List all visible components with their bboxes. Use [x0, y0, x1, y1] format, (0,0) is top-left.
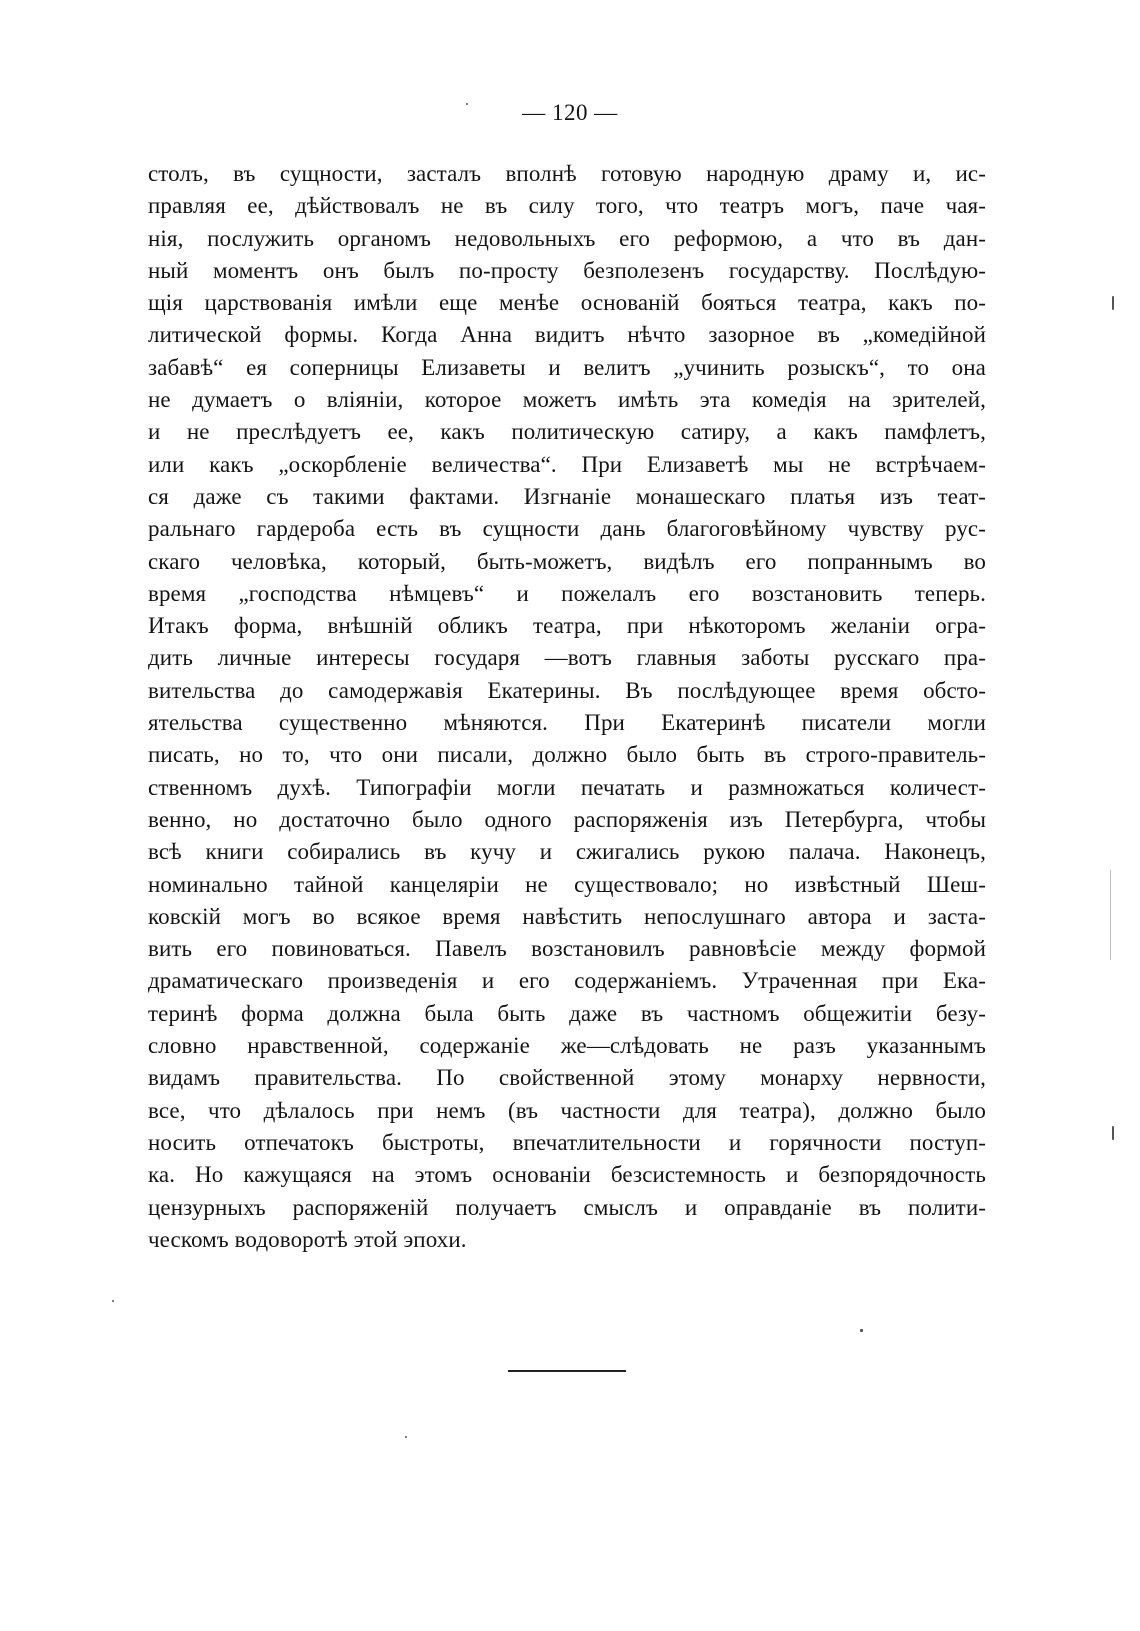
text-line: столъ, въ сущности, засталъ вполнѣ готовую народную драму и, ис-	[148, 161, 986, 186]
scan-speck	[1112, 296, 1114, 310]
text-line: и не преслѣдуетъ ее, какъ политическую сатиру, а какъ памфлетъ,	[148, 419, 986, 445]
text-line: ческомъ водоворотѣ этой эпохи.	[148, 1226, 467, 1252]
section-end-rule	[508, 1370, 626, 1372]
text-line: или какъ „оскорбленіе величества“. При Елизаветѣ мы не встрѣчаем-	[148, 451, 986, 477]
text-line: ственномъ духѣ. Типографіи могли печатать и размножаться количест-	[148, 774, 986, 800]
text-line: ральнаго гардероба есть въ сущности дань благоговѣйному чувству рус-	[148, 516, 986, 542]
text-line: скаго человѣка, который, быть-можетъ, видѣлъ его попраннымъ во	[148, 548, 986, 574]
text-line: вительства до самодержавія Екатерины. Въ послѣдующее время обсто-	[148, 677, 986, 703]
text-line: словно нравственной, содержаніе же—слѣдовать не разъ указаннымъ	[148, 1033, 986, 1059]
text-line: драматическаго произведенія и его содержаніемъ. Утраченная при Ека-	[148, 968, 986, 994]
text-line: цензурныхъ распоряженій получаетъ смыслъ и оправданіе въ полити-	[148, 1194, 986, 1220]
scan-speck	[1110, 870, 1111, 960]
text-line: литической формы. Когда Анна видитъ нѣчто зазорное въ „комедійной	[148, 322, 986, 348]
text-line: вить его повиноваться. Павелъ возстановилъ равновѣсіе между формой	[148, 936, 986, 962]
scan-speck	[405, 1436, 407, 1438]
text-line: писать, но то, что они писали, должно было быть въ строго-правитель-	[148, 742, 986, 768]
text-line: ка. Но кажущаяся на этомъ основаніи безсистемность и безпорядочность	[148, 1162, 986, 1188]
scan-speck	[1112, 1126, 1114, 1140]
text-line: правляя ее, дѣйствовалъ не въ силу того, что театръ могъ, паче чая-	[148, 193, 986, 219]
text-line: Итакъ форма, внѣшній обликъ театра, при нѣкоторомъ желаніи огра-	[148, 613, 986, 639]
text-line: номинально тайной канцеляріи не существовало; но извѣстный Шеш-	[148, 871, 986, 897]
text-line: нія, послужить органомъ недовольныхъ его реформою, а что въ дан-	[148, 225, 986, 251]
body-paragraph	[148, 158, 986, 1256]
text-line: время „господства нѣмцевъ“ и пожелалъ его возстановить теперь.	[148, 580, 986, 606]
scan-speck	[860, 1329, 863, 1332]
text-line: носить отпечатокъ быстроты, впечатлительности и горячности поступ-	[148, 1129, 986, 1155]
scan-speck	[112, 1300, 114, 1302]
text-line: видамъ правительства. По свойственной этому монарху нервности,	[148, 1065, 986, 1091]
text-line: не думаетъ о вліяніи, которое можетъ имѣть эта комедія на зрителей,	[148, 387, 986, 413]
text-line: теринѣ форма должна была быть даже въ частномъ общежитіи безу-	[148, 1000, 986, 1026]
text-line: все, что дѣлалось при немъ (въ частности для театра), должно было	[148, 1097, 986, 1123]
text-line: ся даже съ такими фактами. Изгнаніе монашескаго платья изъ теат-	[148, 483, 986, 509]
scan-speck	[466, 103, 468, 105]
text-line: ятельства существенно мѣняются. При Екатеринѣ писатели могли	[148, 710, 986, 736]
text-line: всѣ книги собирались въ кучу и сжигались рукою палача. Наконецъ,	[148, 839, 986, 865]
page-number: — 120 —	[522, 100, 618, 125]
text-line: щія царствованія имѣли еще менѣе основаній бояться театра, какъ по-	[148, 290, 986, 316]
text-line: ный моментъ онъ былъ по-просту безполезенъ государству. Послѣдую-	[148, 257, 986, 283]
text-line: венно, но достаточно было одного распоряженія изъ Петербурга, чтобы	[148, 806, 986, 832]
text-line: забавѣ“ ея соперницы Елизаветы и велитъ „учинить розыскъ“, то она	[148, 354, 986, 380]
text-line: ковскій могъ во всякое время навѣстить непослушнаго автора и заста-	[148, 903, 986, 929]
text-line: дить личные интересы государя —вотъ главныя заботы русскаго пра-	[148, 645, 986, 671]
